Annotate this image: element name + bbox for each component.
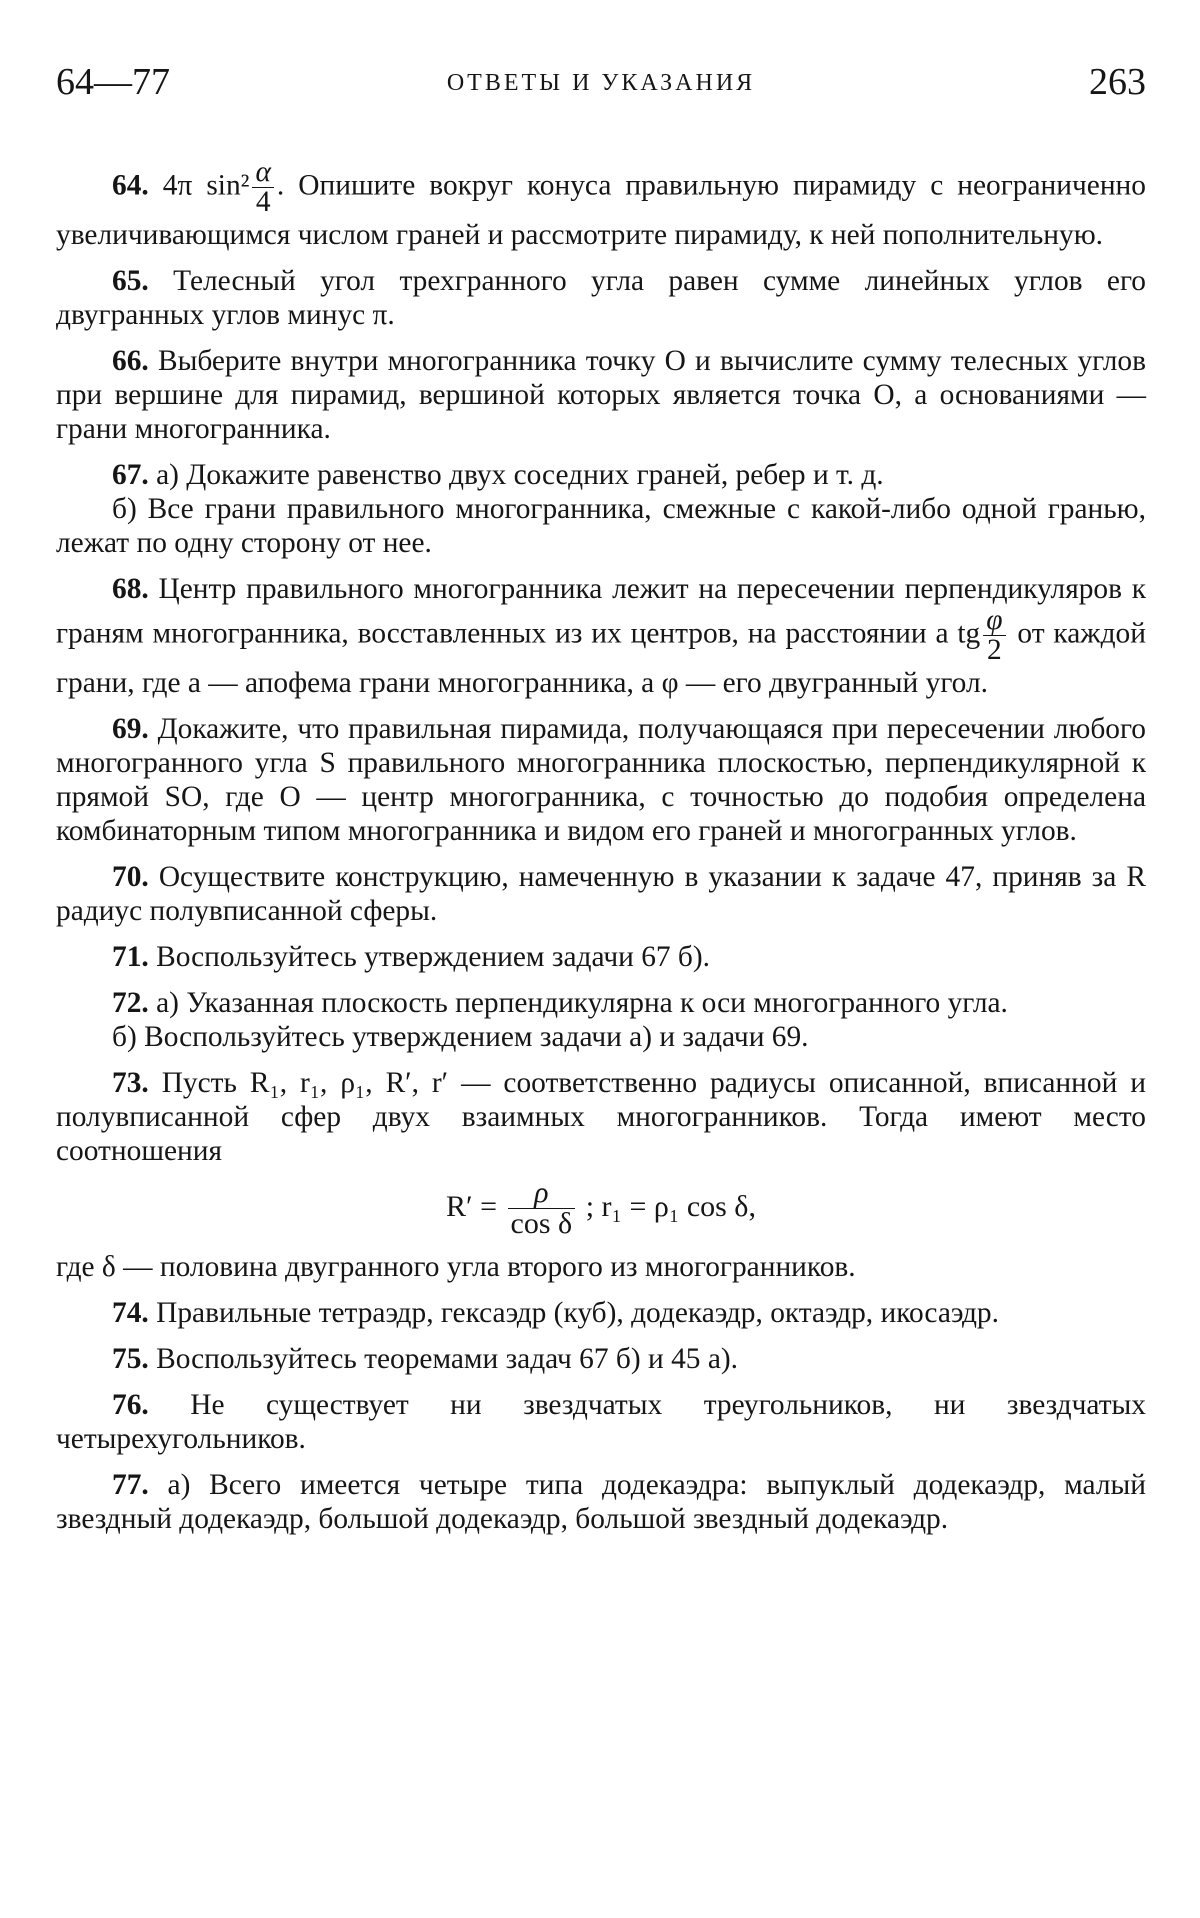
answer-part-b: б) Воспользуйтесь утверждением задачи а) и задачи 69.	[112, 1020, 809, 1053]
answer-72-a	[56, 986, 1146, 1020]
answer-part-a: а) Докажите равенство двух соседних граней, ребер и т. д.	[156, 458, 884, 491]
fraction-denominator: 4	[255, 186, 271, 219]
answer-number: 72.	[112, 986, 149, 1019]
formula-lead: 4π sin²	[162, 169, 250, 202]
answer-text: Выберите внутри многогранника точку O и вычислите сумму телесных углов при вершине для пирамид, вершиной которых является точка O, а основаниями — грани многогранника.	[56, 344, 1146, 445]
display-formula	[56, 1174, 1146, 1240]
answer-68	[56, 572, 1146, 700]
answer-number: 64.	[112, 169, 149, 202]
answer-text: Телесный угол трехгранного угла равен сумме линейных углов его двугранных углов минус π.	[56, 264, 1146, 331]
answer-number: 77.	[112, 1468, 149, 1501]
problem-range: 64—77	[56, 61, 170, 103]
answer-text: Не существует ни звездчатых треугольников, ни звездчатых четырехугольников.	[56, 1388, 1146, 1455]
section-title: ОТВЕТЫ И УКАЗАНИЯ	[446, 70, 756, 96]
answer-76	[56, 1388, 1146, 1456]
fraction	[508, 1178, 576, 1239]
answer-number: 67.	[112, 458, 149, 491]
answer-75	[56, 1342, 1146, 1376]
answer-number: 76.	[112, 1388, 149, 1421]
answer-73-after	[56, 1250, 1146, 1284]
answer-text: а) Всего имеется четыре типа додекаэдра: выпуклый додекаэдр, малый звездный додекаэдр, большой додекаэдр, большой звездный додекаэдр.	[56, 1468, 1146, 1535]
page-number: 263	[1089, 61, 1146, 103]
fraction-denominator: 2	[987, 634, 1002, 667]
answer-text: Воспользуйтесь утверждением задачи 67 б).	[156, 940, 711, 973]
fraction-numerator: α	[252, 158, 273, 188]
answer-number: 74.	[112, 1296, 149, 1329]
answer-part-a: а) Указанная плоскость перпендикулярна к оси многогранного угла.	[156, 986, 1008, 1019]
answer-number: 68.	[112, 572, 149, 605]
answer-71	[56, 940, 1146, 974]
running-header	[56, 60, 1146, 110]
answer-text-part2: от каждой грани, где a — апофема грани многогранника, а φ — его двугранный угол.	[56, 617, 1146, 699]
answer-text: Докажите, что правильная пирамида, получающаяся при пересечении любого многогранного угла S правильного многогранника плоскостью, перпендикулярной к прямой SO, где O — центр многогранника, с точностью до подобия определена комбинаторным типом многогранника и видом его граней и многогранных углов.	[56, 712, 1146, 847]
answer-number: 75.	[112, 1342, 149, 1375]
fraction-numerator: ρ	[508, 1178, 576, 1209]
answer-64	[56, 158, 1146, 252]
answer-text-part1: Центр правильного многогранника лежит на пересечении перпендикуляров к граням многогранника, восставленных из их центров, на расстоянии a tg	[56, 572, 1146, 650]
fraction	[252, 158, 273, 218]
answer-text: Воспользуйтесь теоремами задач 67 б) и 45 а).	[156, 1342, 738, 1375]
answer-number: 66.	[112, 344, 149, 377]
answer-number: 73.	[112, 1066, 149, 1099]
answer-number: 71.	[112, 940, 149, 973]
answer-number: 70.	[112, 860, 149, 893]
answers-body	[56, 158, 1146, 1536]
answer-text: Пусть R₁, r₁, ρ₁, R′, r′ — соответственно радиусы описанной, вписанной и полувписанной сфер двух взаимных многогранников. Тогда имеют место соотношения	[56, 1066, 1146, 1167]
answer-text: Правильные тетраэдр, гексаэдр (куб), додекаэдр, октаэдр, икосаэдр.	[156, 1296, 999, 1329]
answer-text: где δ — половина двугранного угла второго из многогранников.	[56, 1250, 856, 1283]
answer-67-a	[56, 458, 1146, 492]
formula-right: ; r₁ = ρ₁ cos δ,	[585, 1189, 756, 1223]
answer-65	[56, 264, 1146, 332]
answer-text: Осуществите конструкцию, намеченную в указании к задаче 47, приняв за R радиус полувписанной сферы.	[56, 860, 1146, 927]
answer-69	[56, 712, 1146, 848]
answer-74	[56, 1296, 1146, 1330]
fraction-numerator: φ	[983, 606, 1005, 636]
answer-67-b	[56, 492, 1146, 560]
answer-77	[56, 1468, 1146, 1536]
answer-number: 65.	[112, 264, 149, 297]
fraction	[983, 603, 1005, 667]
answer-70	[56, 860, 1146, 928]
formula-left: R′ =	[446, 1189, 498, 1223]
fraction-denominator: cos δ	[510, 1207, 573, 1241]
answer-72-b	[56, 1020, 1146, 1054]
answer-73	[56, 1066, 1146, 1168]
answer-66	[56, 344, 1146, 446]
answer-text: . Опишите вокруг конуса правильную пирамиду с неограниченно увеличивающимся числом граней и рассмотрите пирамиду, к ней пополнительную.	[56, 169, 1146, 251]
answer-part-b: б) Все грани правильного многогранника, смежные с какой-либо одной гранью, лежат по одну сторону от нее.	[56, 492, 1146, 559]
answer-number: 69.	[112, 712, 149, 745]
